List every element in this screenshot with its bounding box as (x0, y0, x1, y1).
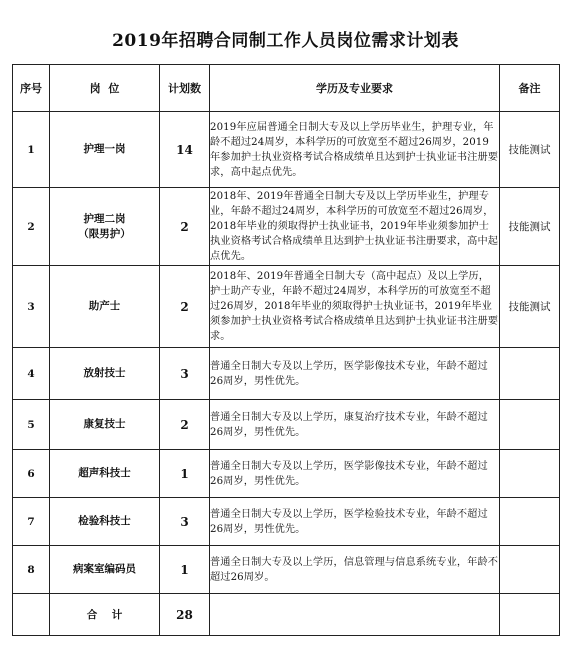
row-position-label: 病案室编码员 (73, 563, 136, 575)
row-position-label: 检验科技士 (78, 515, 131, 527)
row-note (500, 400, 560, 450)
row-index: 1 (13, 112, 50, 188)
total-label: 合 计 (50, 594, 160, 636)
table-row (13, 400, 560, 450)
row-position (50, 188, 160, 266)
row-position (50, 450, 160, 498)
row-note (500, 450, 560, 498)
total-note-empty (500, 594, 560, 636)
row-count: 2 (160, 188, 210, 266)
row-index: 6 (13, 450, 50, 498)
row-index: 2 (13, 188, 50, 266)
header-requirements: 学历及专业要求 (210, 65, 500, 112)
row-position-sublabel: （限男护） (78, 227, 131, 240)
row-count: 3 (160, 348, 210, 400)
row-note: 技能测试 (500, 112, 560, 188)
total-index-empty (13, 594, 50, 636)
row-index: 8 (13, 546, 50, 594)
row-position-label: 助产士 (88, 300, 121, 312)
row-position (50, 112, 160, 188)
header-position: 岗 位 (50, 65, 160, 112)
row-note (500, 546, 560, 594)
table-row (13, 546, 560, 594)
row-note: 技能测试 (500, 188, 560, 266)
table-total-row (13, 594, 560, 636)
row-position-label: 康复技士 (83, 418, 126, 430)
row-requirements: 普通全日制大专及以上学历，医学影像技术专业，年龄不超过26周岁，男性优先。 (210, 348, 500, 400)
row-count: 1 (160, 450, 210, 498)
row-note (500, 348, 560, 400)
total-requirements-empty (210, 594, 500, 636)
table-header-row (13, 65, 560, 112)
table-row (13, 348, 560, 400)
recruitment-plan-table (12, 64, 560, 636)
table-row (13, 266, 560, 348)
header-note: 备注 (500, 65, 560, 112)
row-position (50, 546, 160, 594)
row-index: 4 (13, 348, 50, 400)
row-count: 3 (160, 498, 210, 546)
table-row (13, 450, 560, 498)
row-position-label: 放射技士 (83, 367, 126, 379)
row-index: 7 (13, 498, 50, 546)
row-requirements: 普通全日制大专及以上学历，医学检验技术专业，年龄不超过26周岁，男性优先。 (210, 498, 500, 546)
table-row (13, 498, 560, 546)
table-row (13, 112, 560, 188)
page-title: 2019年招聘合同制工作人员岗位需求计划表 (112, 31, 459, 51)
total-count: 28 (160, 594, 210, 636)
row-note (500, 498, 560, 546)
row-position-label: 护理一岗 (83, 143, 126, 155)
row-position-label: 超声科技士 (78, 467, 131, 479)
header-index: 序号 (13, 65, 50, 112)
row-position-label: 护理二岗 (83, 212, 126, 225)
row-count: 2 (160, 266, 210, 348)
row-requirements: 2018年、2019年普通全日制大专及以上学历毕业生，护理专业，年龄不超过24周岁，本科学历的可放宽至不超过26周岁，2018年毕业的须取得护士执业证书，2019年毕业须参加护士执业资格考试合格成绩单且达到护士执业证书注册要求，高中起点优先。 (210, 188, 500, 266)
row-requirements: 2019年应届普通全日制大专及以上学历毕业生，护理专业，年龄不超过24周岁，本科学历的可放宽至不超过26周岁，2019年参加护士执业资格考试合格成绩单且达到护士执业证书注册要求，高中起点优先。 (210, 112, 500, 188)
row-position (50, 498, 160, 546)
row-requirements: 普通全日制大专及以上学历，康复治疗技术专业，年龄不超过26周岁，男性优先。 (210, 400, 500, 450)
row-index: 3 (13, 266, 50, 348)
table-row (13, 188, 560, 266)
row-requirements: 普通全日制大专及以上学历，医学影像技术专业，年龄不超过26周岁，男性优先。 (210, 450, 500, 498)
row-count: 1 (160, 546, 210, 594)
row-index: 5 (13, 400, 50, 450)
row-requirements: 2018年、2019年普通全日制大专（高中起点）及以上学历，护士助产专业，年龄不超过24周岁，本科学历的可放宽至不超过26周岁，2018年毕业的须取得护士执业证书，2019年毕业须参加护士执业资格考试合格成绩单且达到护士执业证书注册要求。 (210, 266, 500, 348)
row-position (50, 348, 160, 400)
header-count: 计划数 (160, 65, 210, 112)
row-position (50, 266, 160, 348)
row-count: 2 (160, 400, 210, 450)
row-position (50, 400, 160, 450)
row-requirements: 普通全日制大专及以上学历，信息管理与信息系统专业，年龄不超过26周岁。 (210, 546, 500, 594)
row-count: 14 (160, 112, 210, 188)
row-note: 技能测试 (500, 266, 560, 348)
